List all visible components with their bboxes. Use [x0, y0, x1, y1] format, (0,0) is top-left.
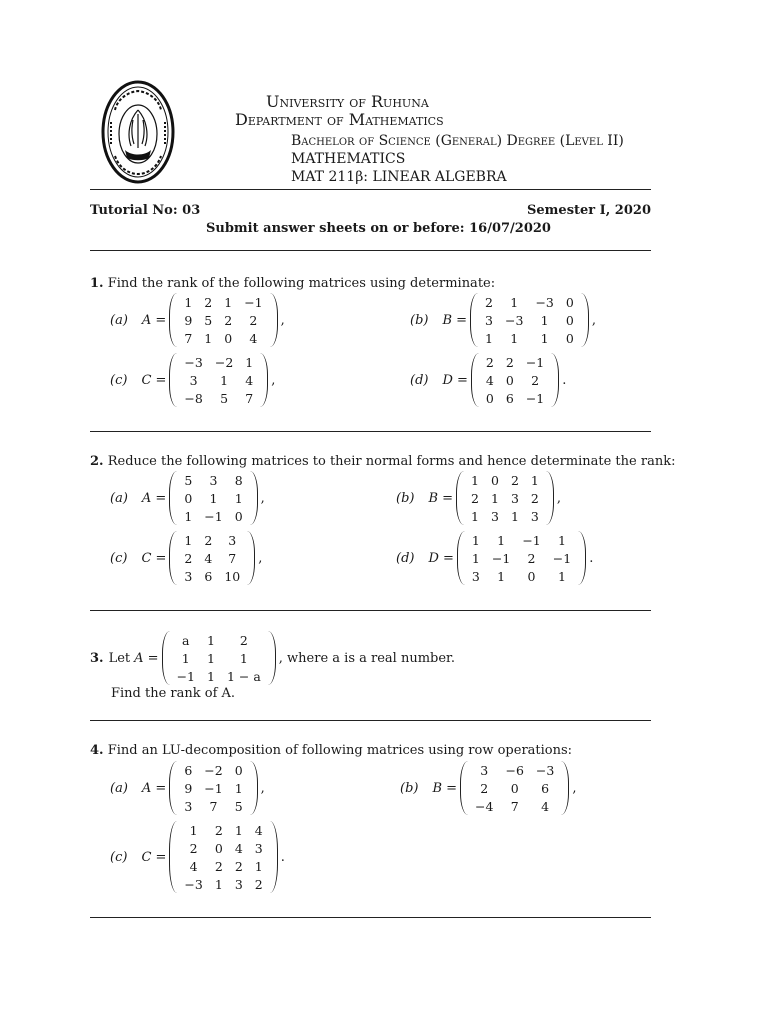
matrix-entry: 2: [214, 858, 223, 874]
matrix-entry: −1: [244, 294, 263, 310]
matrix-entry: 7: [184, 330, 193, 346]
matrix-name: C =: [141, 849, 167, 865]
matrix-table: [466, 531, 577, 585]
question-3: 3. Let A = a 1 2 1 1 1 −1 1 1 − a , where a is a real number.: [90, 632, 455, 684]
q2a-matrix: [110, 471, 265, 525]
matrix-entry: 0: [184, 490, 193, 506]
q2d-matrix: [396, 531, 593, 585]
matrix-entry: −3: [184, 876, 203, 892]
matrix-entry: 1: [245, 354, 254, 370]
matrix-name: B =: [442, 312, 468, 328]
matrix-entry: 1: [485, 330, 493, 346]
section-rule: [90, 610, 651, 611]
matrix-entry: 1: [234, 490, 243, 506]
matrix-entry: 2: [485, 294, 493, 310]
matrix-name: A =: [141, 312, 167, 328]
matrix-entry: 0: [485, 390, 494, 406]
q4b-matrix: [400, 761, 577, 815]
matrix-name: B =: [432, 780, 458, 796]
matrix-table: [465, 471, 545, 525]
matrix-entry: 2: [485, 354, 494, 370]
matrix-entry: 2: [204, 294, 213, 310]
matrix-name: B =: [428, 490, 454, 506]
matrix-table: [178, 761, 248, 815]
matrix-entry: 1: [491, 490, 499, 506]
matrix-entry: 1: [497, 568, 506, 584]
section-rule: [90, 917, 651, 918]
matrix-entry: 9: [184, 312, 193, 328]
matrix-brackets: [470, 293, 589, 347]
part-label: (b): [396, 490, 415, 506]
part-label: (b): [400, 780, 419, 796]
matrix-entry: 4: [189, 858, 198, 874]
matrix-entry: 2: [530, 490, 539, 506]
matrix-table: [178, 293, 268, 347]
matrix-entry: 7: [228, 550, 237, 566]
matrix-entry: 1: [557, 532, 566, 548]
matrix-entry: 3: [491, 508, 499, 524]
matrix-table: [469, 761, 560, 815]
matrix-entry: −3: [535, 762, 555, 778]
matrix-entry: 9: [184, 780, 193, 796]
matrix-name: A =: [141, 780, 167, 796]
matrix-name: D =: [428, 550, 454, 566]
matrix-entry: 7: [245, 390, 254, 406]
matrix-entry: −3: [535, 294, 554, 310]
q1d-matrix: [410, 353, 566, 407]
matrix-entry: 6: [184, 762, 193, 778]
matrix-entry: −1: [522, 532, 541, 548]
part-label: (a): [110, 780, 128, 796]
matrix-entry: 1: [510, 330, 519, 346]
matrix-entry: 4: [234, 840, 243, 856]
q1b-matrix: [410, 293, 596, 347]
matrix-punctuation: ,: [260, 780, 265, 796]
matrix-entry: 3: [209, 472, 218, 488]
matrix-entry: 1: [540, 312, 549, 328]
matrix-entry: 0: [565, 312, 574, 328]
matrix-entry: 1: [189, 822, 198, 838]
part-label: (c): [110, 849, 128, 865]
part-label: (d): [396, 550, 415, 566]
matrix-punctuation: ,: [260, 490, 265, 506]
matrix-table: [171, 631, 267, 685]
matrix-entry: 1: [184, 294, 193, 310]
matrix-entry: 1: [239, 650, 248, 666]
matrix-entry: 1: [471, 550, 480, 566]
matrix-entry: −1: [204, 508, 223, 524]
matrix-entry: 1: [207, 650, 215, 666]
matrix-punctuation: .: [280, 849, 285, 865]
matrix-brackets: [460, 761, 569, 815]
q1c-matrix: [110, 353, 275, 407]
matrix-entry: 8: [234, 472, 243, 488]
subject-title: MATHEMATICS: [291, 151, 406, 167]
matrix-entry: 4: [485, 372, 494, 388]
part-label: (c): [110, 550, 128, 566]
matrix-entry: 0: [234, 762, 243, 778]
matrix-entry: 2: [480, 780, 489, 796]
matrix-entry: 1: [530, 472, 539, 488]
matrix-brackets: [169, 531, 255, 585]
matrix-brackets: [456, 471, 554, 525]
matrix-entry: 2: [471, 490, 479, 506]
matrix-entry: 3: [234, 876, 243, 892]
matrix-entry: 1: [181, 650, 190, 666]
matrix-entry: 0: [224, 330, 233, 346]
matrix-entry: −2: [204, 762, 223, 778]
matrix-entry: 1: [214, 876, 223, 892]
matrix-name: D =: [442, 372, 468, 388]
matrix-entry: 1: [234, 780, 243, 796]
matrix-entry: 0: [214, 840, 223, 856]
matrix-entry: 1: [254, 858, 263, 874]
matrix-entry: 1: [184, 532, 193, 548]
matrix-entry: −1: [552, 550, 572, 566]
matrix-entry: 4: [204, 550, 213, 566]
matrix-entry: 0: [510, 780, 519, 796]
matrix-entry: 1: [209, 490, 218, 506]
part-label: (a): [110, 312, 128, 328]
section-rule: [90, 431, 651, 432]
matrix-punctuation: ,: [271, 372, 276, 388]
matrix-entry: 1: [557, 568, 566, 584]
matrix-punctuation: .: [589, 550, 594, 566]
matrix-table: [178, 353, 259, 407]
matrix-entry: 3: [228, 532, 237, 548]
matrix-entry: 0: [527, 568, 536, 584]
matrix-entry: 3: [485, 312, 493, 328]
matrix-entry: −3: [184, 354, 203, 370]
matrix-entry: −1: [176, 668, 195, 684]
matrix-entry: −6: [505, 762, 524, 778]
section-rule: [90, 720, 651, 721]
matrix-entry: 3: [184, 798, 193, 814]
matrix-entry: −1: [204, 780, 223, 796]
matrix-entry: 1: [224, 294, 233, 310]
matrix-brackets: [169, 353, 268, 407]
matrix-entry: −1: [525, 354, 545, 370]
university-seal-logo: [101, 80, 175, 184]
matrix-entry: 6: [505, 390, 514, 406]
matrix-brackets: [169, 471, 257, 525]
matrix-entry: 1: [510, 294, 519, 310]
matrix-table: [178, 531, 246, 585]
q2c-matrix: [110, 531, 262, 585]
matrix-entry: 2: [184, 550, 193, 566]
matrix-brackets: [169, 761, 257, 815]
matrix-entry: 1: [471, 532, 480, 548]
matrix-punctuation: ,: [572, 780, 577, 796]
matrix-entry: 0: [565, 330, 574, 346]
question-4: 4. Find an LU-decomposition of following matrices using row operations:: [90, 743, 573, 758]
matrix-entry: 2: [224, 312, 233, 328]
matrix-punctuation: ,: [591, 312, 596, 328]
university-name: University of Ruhuna: [266, 92, 429, 111]
question-2: 2. Reduce the following matrices to their normal forms and hence determinate the rank:: [90, 454, 676, 469]
matrix-entry: 2: [505, 354, 514, 370]
matrix-entry: 10: [224, 568, 241, 584]
degree-title: Bachelor of Science (General) Degree (Level II): [291, 133, 624, 149]
matrix-entry: 1: [204, 330, 213, 346]
matrix-name: C =: [141, 550, 167, 566]
question-3-text: Find the rank of A.: [111, 686, 236, 701]
section-rule: [90, 250, 651, 251]
matrix-entry: 3: [480, 762, 489, 778]
matrix-brackets: [169, 821, 277, 893]
part-label: (c): [110, 372, 128, 388]
matrix-entry: 2: [531, 372, 540, 388]
matrix-entry: 1: [207, 632, 215, 648]
matrix-entry: 2: [239, 632, 248, 648]
matrix-entry: 3: [254, 840, 263, 856]
part-label: (a): [110, 490, 128, 506]
matrix-entry: 4: [249, 330, 258, 346]
matrix-table: [178, 471, 248, 525]
matrix-entry: 1: [207, 668, 215, 684]
q1a-matrix: [110, 293, 285, 347]
matrix-entry: −2: [214, 354, 234, 370]
matrix-punctuation: .: [562, 372, 567, 388]
matrix-brackets: [471, 353, 559, 407]
matrix-entry: a: [182, 632, 190, 648]
matrix-entry: 2: [204, 532, 213, 548]
matrix-brackets: [457, 531, 586, 585]
header-rule: [90, 189, 651, 190]
matrix-entry: 3: [530, 508, 539, 524]
matrix-entry: −1: [525, 390, 545, 406]
matrix-entry: 1: [220, 372, 229, 388]
matrix-entry: 5: [184, 472, 193, 488]
matrix-entry: −3: [505, 312, 524, 328]
q3-matrix: [162, 631, 276, 685]
matrix-entry: 2: [510, 472, 519, 488]
matrix-entry: 2: [234, 858, 243, 874]
matrix-entry: 1: [497, 532, 506, 548]
matrix-entry: 3: [189, 372, 198, 388]
matrix-entry: 1: [234, 822, 243, 838]
matrix-table: [479, 293, 580, 347]
matrix-entry: 5: [204, 312, 213, 328]
q2b-matrix: [396, 471, 561, 525]
matrix-punctuation: ,: [280, 312, 285, 328]
part-label: (b): [410, 312, 429, 328]
q4c-matrix: [110, 821, 285, 893]
matrix-name: A =: [141, 490, 167, 506]
matrix-entry: 1 − a: [226, 668, 261, 684]
matrix-entry: −8: [184, 390, 203, 406]
matrix-entry: 1: [471, 472, 479, 488]
matrix-entry: 3: [184, 568, 193, 584]
matrix-entry: 7: [209, 798, 218, 814]
matrix-punctuation: ,: [556, 490, 561, 506]
matrix-entry: 1: [510, 508, 519, 524]
matrix-entry: 2: [214, 822, 223, 838]
matrix-name: C =: [141, 372, 167, 388]
semester: Semester I, 2020: [527, 203, 651, 218]
matrix-table: [178, 821, 268, 893]
matrix-entry: 7: [510, 798, 519, 814]
question-1: 1. Find the rank of the following matrices using determinate:: [90, 276, 496, 291]
matrix-entry: 0: [234, 508, 243, 524]
matrix-entry: 4: [541, 798, 550, 814]
matrix-entry: 6: [541, 780, 550, 796]
matrix-entry: 2: [254, 876, 263, 892]
matrix-entry: 0: [491, 472, 499, 488]
matrix-table: [480, 353, 550, 407]
matrix-entry: 5: [234, 798, 243, 814]
matrix-entry: 2: [249, 312, 258, 328]
matrix-entry: −4: [475, 798, 494, 814]
matrix-entry: 6: [204, 568, 213, 584]
q4a-matrix: [110, 761, 265, 815]
matrix-entry: 5: [220, 390, 229, 406]
matrix-entry: −1: [491, 550, 511, 566]
matrix-entry: 2: [527, 550, 536, 566]
matrix-entry: 0: [505, 372, 514, 388]
matrix-entry: 1: [184, 508, 193, 524]
matrix-entry: 0: [565, 294, 574, 310]
matrix-entry: 4: [245, 372, 254, 388]
matrix-entry: 4: [254, 822, 263, 838]
part-label: (d): [410, 372, 429, 388]
matrix-entry: 3: [510, 490, 519, 506]
department-name: Department of Mathematics: [235, 110, 444, 129]
matrix-entry: 2: [189, 840, 198, 856]
course-title: MAT 211β: LINEAR ALGEBRA: [291, 169, 507, 185]
matrix-entry: 3: [471, 568, 480, 584]
submit-deadline: Submit answer sheets on or before: 16/07/2020: [206, 221, 551, 236]
matrix-brackets: [169, 293, 277, 347]
tutorial-number: Tutorial No: 03: [90, 203, 201, 218]
matrix-punctuation: ,: [258, 550, 263, 566]
matrix-entry: 1: [540, 330, 549, 346]
matrix-entry: 1: [471, 508, 479, 524]
